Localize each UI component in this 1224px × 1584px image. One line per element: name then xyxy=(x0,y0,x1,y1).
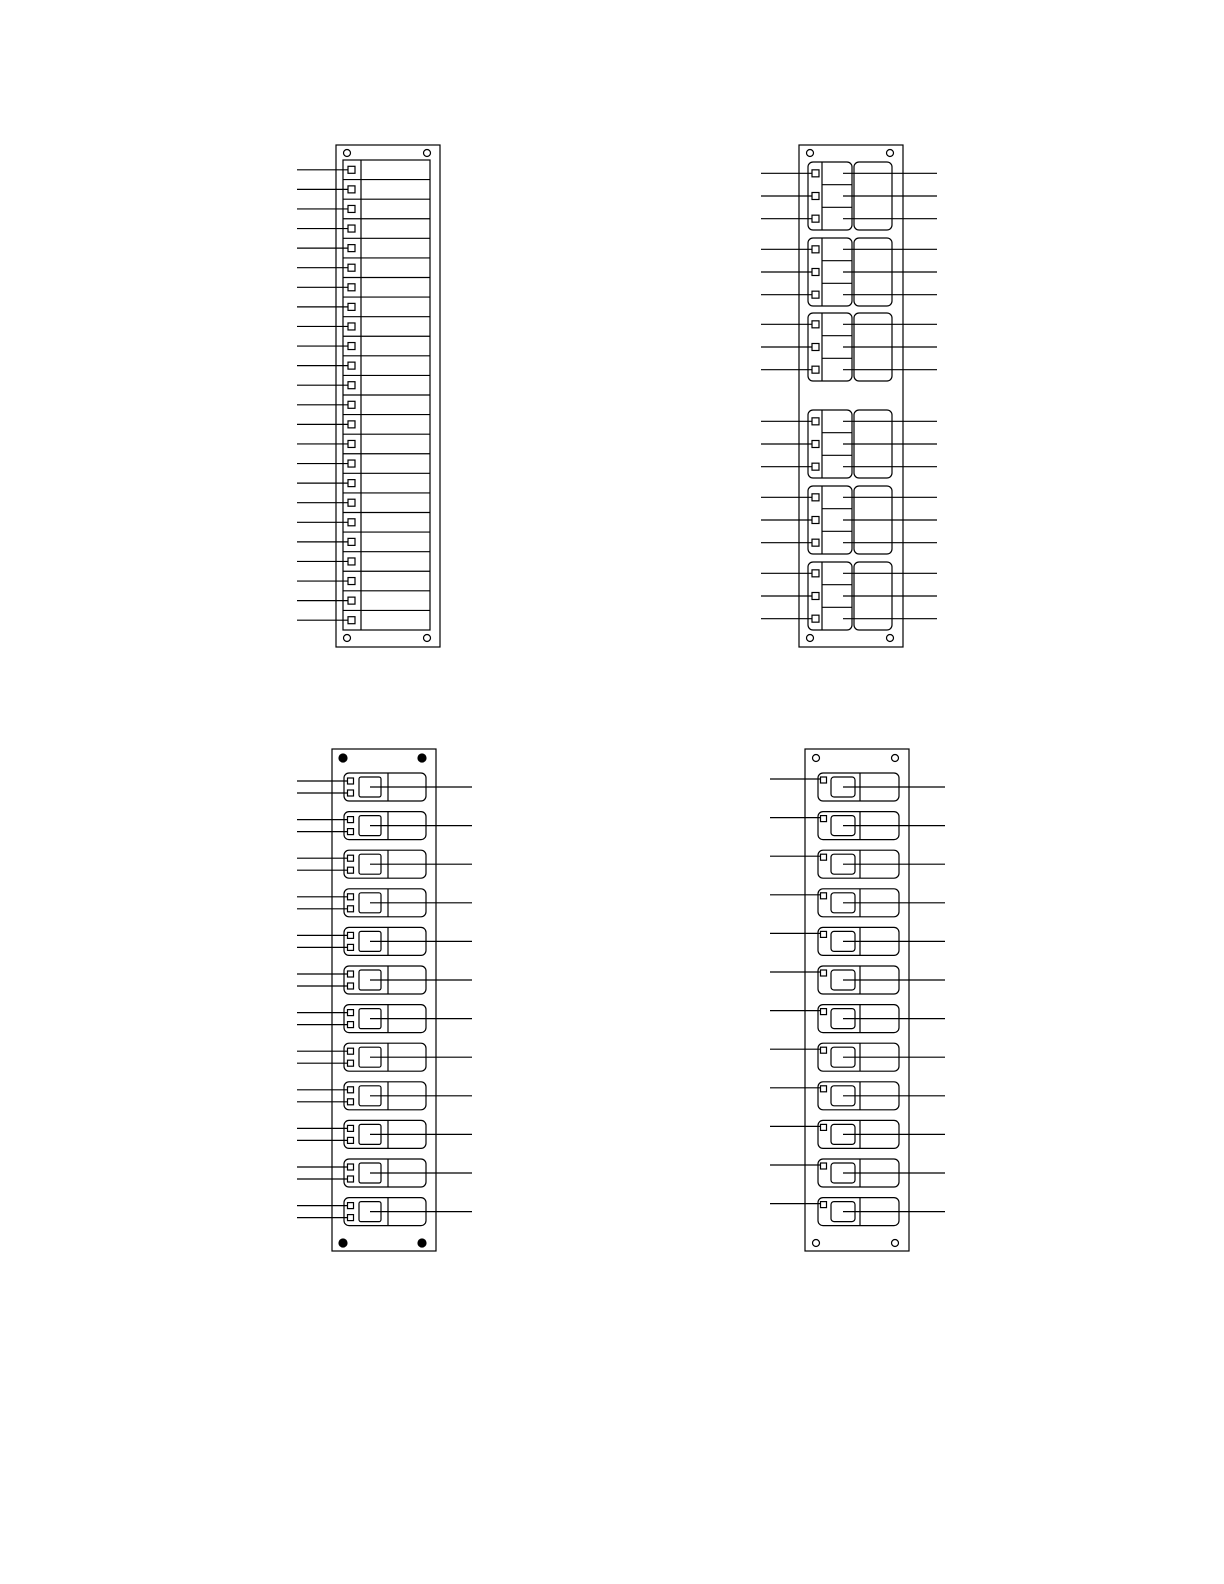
indicator-led xyxy=(812,418,819,425)
screw-hole xyxy=(892,755,899,762)
screw-hole xyxy=(424,150,431,157)
indicator-led xyxy=(348,343,355,350)
screw-hole xyxy=(418,1239,426,1247)
indicator-led xyxy=(812,615,819,622)
indicator-led xyxy=(348,538,355,545)
indicator-led xyxy=(821,1163,827,1169)
indicator-led xyxy=(348,382,355,389)
indicator-led xyxy=(812,539,819,546)
indicator-led xyxy=(348,303,355,310)
indicator-led xyxy=(348,499,355,506)
indicator-led xyxy=(348,1125,354,1131)
indicator-led xyxy=(348,245,355,252)
indicator-led xyxy=(348,186,355,193)
indicator-led xyxy=(348,778,354,784)
indicator-led xyxy=(348,1022,354,1028)
indicator-led xyxy=(348,1203,354,1209)
indicator-led xyxy=(821,970,827,976)
indicator-led xyxy=(348,440,355,447)
indicator-led xyxy=(812,193,819,200)
screw-hole xyxy=(887,635,894,642)
indicator-led xyxy=(812,269,819,276)
indicator-led xyxy=(348,480,355,487)
indicator-led xyxy=(348,362,355,369)
indicator-led xyxy=(348,1176,354,1182)
screw-hole xyxy=(339,1239,347,1247)
screw-hole xyxy=(344,150,351,157)
panel-c xyxy=(297,749,472,1251)
indicator-led xyxy=(821,777,827,783)
indicator-led xyxy=(348,597,355,604)
indicator-led xyxy=(348,829,354,835)
indicator-led xyxy=(348,894,354,900)
indicator-led xyxy=(348,617,355,624)
indicator-led xyxy=(348,519,355,526)
indicator-led xyxy=(812,494,819,501)
indicator-led xyxy=(348,1164,354,1170)
indicator-led xyxy=(348,323,355,330)
screw-hole xyxy=(813,755,820,762)
indicator-led xyxy=(812,366,819,373)
indicator-led xyxy=(812,517,819,524)
indicator-led xyxy=(348,225,355,232)
indicator-led xyxy=(348,983,354,989)
screw-hole xyxy=(807,150,814,157)
indicator-led xyxy=(821,931,827,937)
indicator-led xyxy=(348,1137,354,1143)
indicator-led xyxy=(348,971,354,977)
indicator-led xyxy=(348,932,354,938)
indicator-led xyxy=(348,284,355,291)
screw-hole xyxy=(892,1240,899,1247)
indicator-led xyxy=(348,944,354,950)
indicator-led xyxy=(348,1099,354,1105)
indicator-led xyxy=(821,1086,827,1092)
panel-frame xyxy=(805,749,909,1251)
panel-d xyxy=(770,749,945,1251)
indicator-led xyxy=(812,246,819,253)
panel-b xyxy=(761,145,937,647)
indicator-led xyxy=(348,855,354,861)
panel-frame xyxy=(799,145,903,647)
panel-a xyxy=(297,145,440,647)
indicator-led xyxy=(812,463,819,470)
indicator-led xyxy=(348,1087,354,1093)
indicator-led xyxy=(812,441,819,448)
indicator-led xyxy=(812,593,819,600)
indicator-led xyxy=(348,421,355,428)
indicator-led xyxy=(348,1060,354,1066)
indicator-led xyxy=(348,578,355,585)
indicator-led xyxy=(348,205,355,212)
indicator-led xyxy=(821,1009,827,1015)
indicator-led xyxy=(348,401,355,408)
indicator-led xyxy=(812,344,819,351)
indicator-led xyxy=(348,264,355,271)
screw-hole xyxy=(339,754,347,762)
indicator-led xyxy=(348,867,354,873)
indicator-led xyxy=(348,906,354,912)
screw-hole xyxy=(418,754,426,762)
indicator-led xyxy=(821,1047,827,1053)
indicator-led xyxy=(821,1202,827,1208)
indicator-led xyxy=(812,570,819,577)
indicator-led xyxy=(348,817,354,823)
indicator-led xyxy=(348,1048,354,1054)
indicator-led xyxy=(812,215,819,222)
screw-hole xyxy=(424,635,431,642)
indicator-led xyxy=(821,893,827,899)
indicator-led xyxy=(348,1010,354,1016)
indicator-led xyxy=(821,1124,827,1130)
indicator-led xyxy=(348,460,355,467)
screw-hole xyxy=(813,1240,820,1247)
indicator-led xyxy=(812,170,819,177)
screw-hole xyxy=(887,150,894,157)
screw-hole xyxy=(807,635,814,642)
indicator-led xyxy=(812,321,819,328)
indicator-led xyxy=(348,166,355,173)
screw-hole xyxy=(344,635,351,642)
indicator-led xyxy=(348,1215,354,1221)
indicator-led xyxy=(821,816,827,822)
indicator-led xyxy=(821,854,827,860)
indicator-led xyxy=(348,790,354,796)
indicator-led xyxy=(812,291,819,298)
indicator-led xyxy=(348,558,355,565)
